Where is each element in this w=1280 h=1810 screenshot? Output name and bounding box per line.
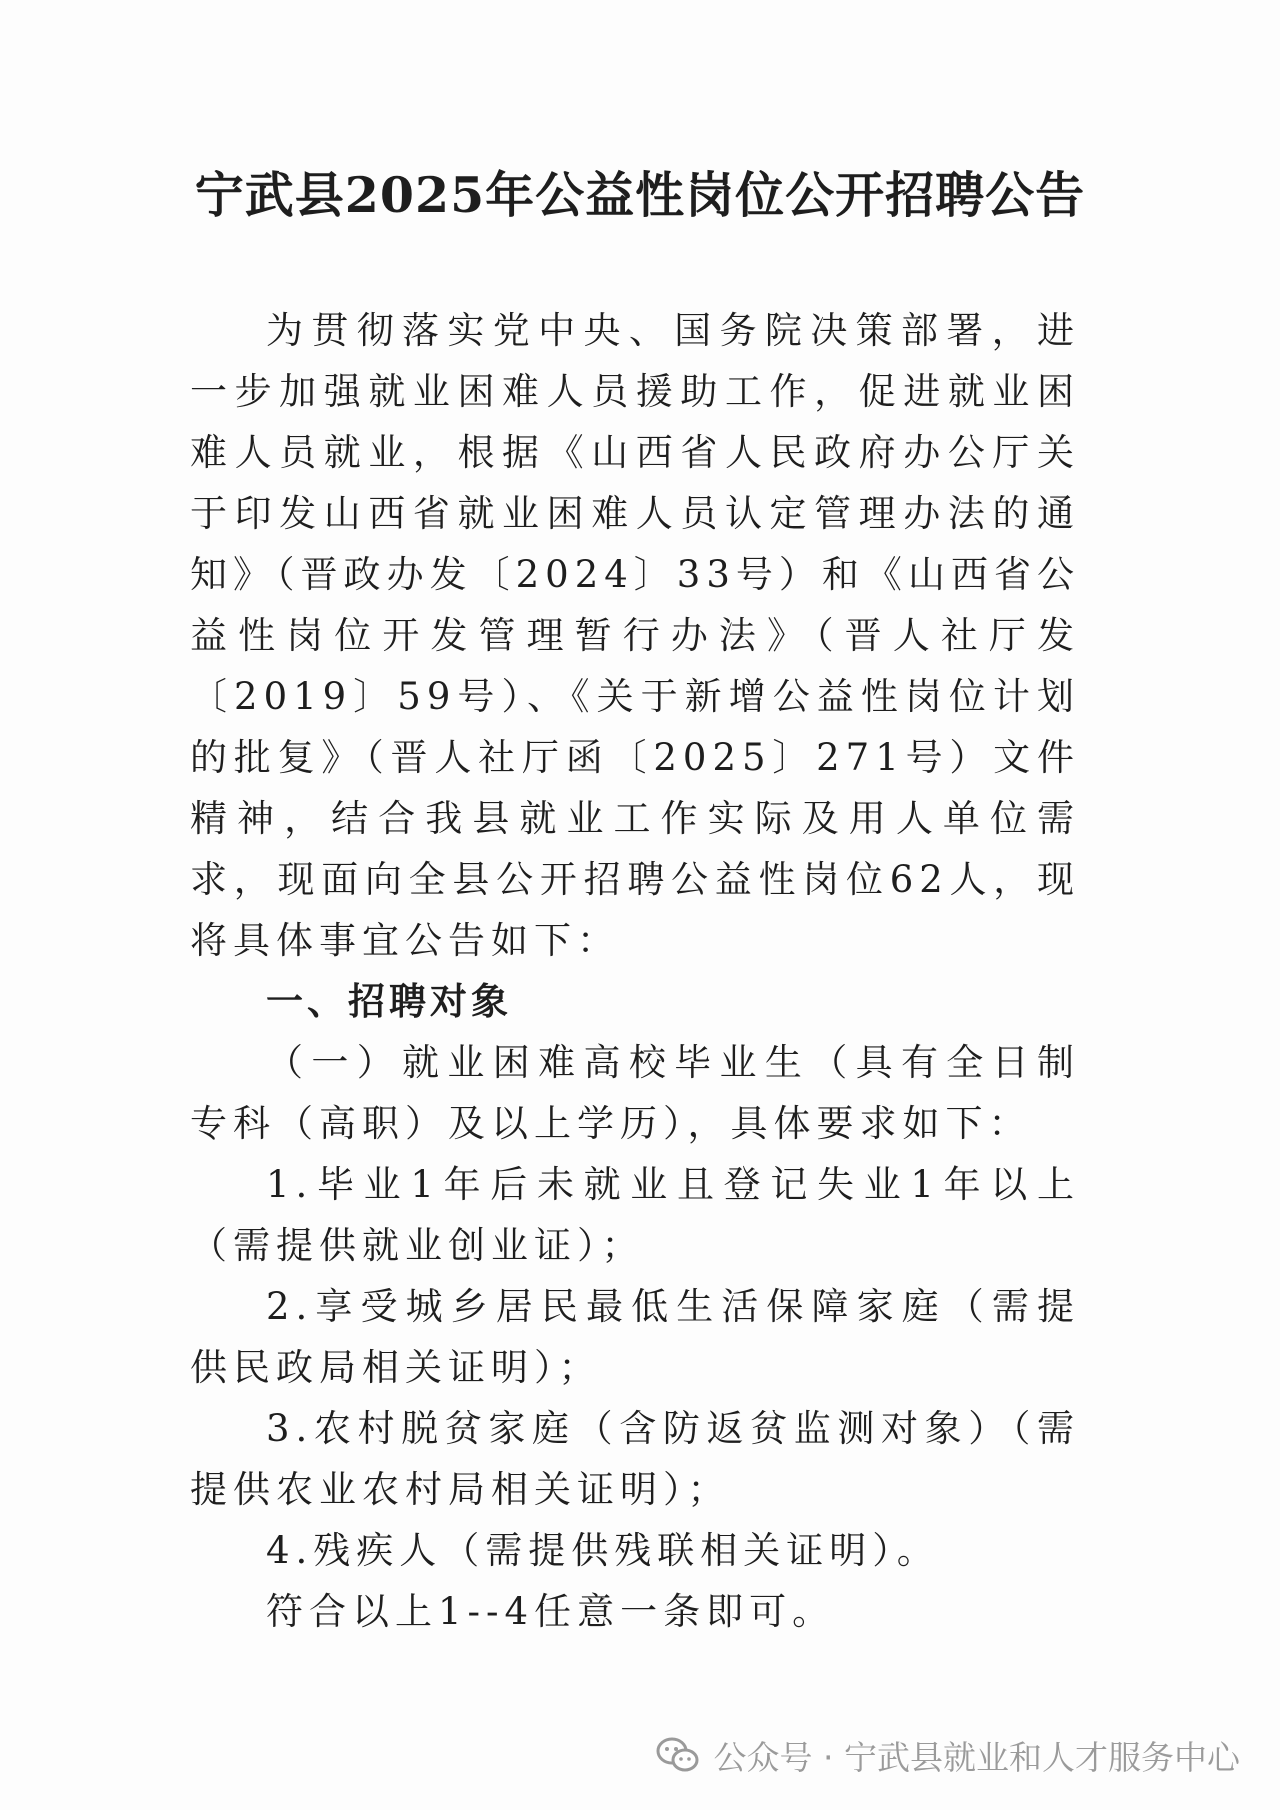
subsection-graduates: （一）就业困难高校毕业生（具有全日制专科（高职）及以上学历），具体要求如下： — [190, 1041, 1080, 1145]
document-title: 宁武县2025年公益性岗位公开招聘公告 — [194, 166, 1086, 224]
requirement-item-3: 3.农村脱贫家庭（含防返贫监测对象）（需提供农业农村局相关证明）； — [190, 1407, 1080, 1511]
requirement-item-2: 2.享受城乡居民最低生活保障家庭（需提供民政局相关证明）； — [190, 1285, 1080, 1389]
watermark-text: 公众号 · 宁武县就业和人才服务中心 — [713, 1737, 1240, 1777]
intro-paragraph: 为贯彻落实党中央、国务院决策部署，进一步加强就业困难人员援助工作，促进就业困难人员就业，根据《山西省人民政府办公厅关于印发山西省就业困难人员认定管理办法的通知》（晋政办发〔2024〕33号）和《山西省公益性岗位开发管理暂行办法》（晋人社厅发〔2019〕59号）、《关于新增公益性岗位计划的批复》（晋人社厅函〔2025〕271号）文件精神，结合我县就业工作实际及用人单位需求，现面向全县公开招聘公益性岗位62人，现将具体事宜公告如下： — [190, 309, 1080, 962]
document-body — [190, 300, 1080, 1642]
wechat-icon — [656, 1735, 700, 1775]
requirement-item-4: 4.残疾人（需提供残联相关证明）。 — [266, 1529, 940, 1572]
requirement-item-1: 1.毕业1年后未就业且登记失业1年以上（需提供就业创业证）； — [190, 1163, 1080, 1267]
section-heading-recruitment-targets: 一、招聘对象 — [266, 980, 512, 1023]
watermark-footer — [656, 1730, 1240, 1780]
closing-note: 符合以上1--4任意一条即可。 — [266, 1590, 836, 1633]
